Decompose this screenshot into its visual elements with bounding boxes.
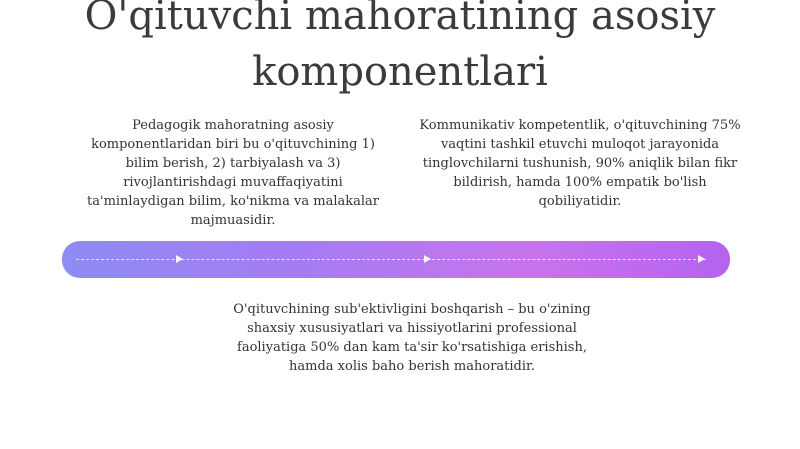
timeline-bar <box>62 241 730 278</box>
text-block-communicative-competence: Kommunikativ kompetentlik, o'qituvchining 75% vaqtini tashkil etuvchi muloqot jarayonida tinglovchilarni tushunish, 90% aniqlik bilan fikr bildirish, hamda 100% empatik bo'lish qobiliyatidir. <box>419 118 741 209</box>
text-block-pedagogical-skills: Pedagogik mahoratning asosiy komponentlaridan biri bu o'qituvchining 1) bilim berish, 2) tarbiyalash va 3) rivojlantirishdagi muvaffaqiyatini ta'minlaydigan bilim, ko'nikma va malakalar majmuasidir. <box>87 118 379 228</box>
arrow-right-icon <box>176 255 183 263</box>
arrow-right-icon <box>698 255 705 263</box>
slide-title: O'qituvchi mahoratining asosiy komponentlari <box>84 0 716 95</box>
text-block-subjectivity-management: O'qituvchining sub'ektivligini boshqarish – bu o'zining shaxsiy xususiyatlari va hissiyotlarini professional faoliyatiga 50% dan kam ta'sir ko'rsatishiga erishish, hamda xolis baho berish mahoratidir. <box>233 302 591 374</box>
arrow-right-icon <box>424 255 431 263</box>
timeline-dashed-line <box>76 259 706 260</box>
